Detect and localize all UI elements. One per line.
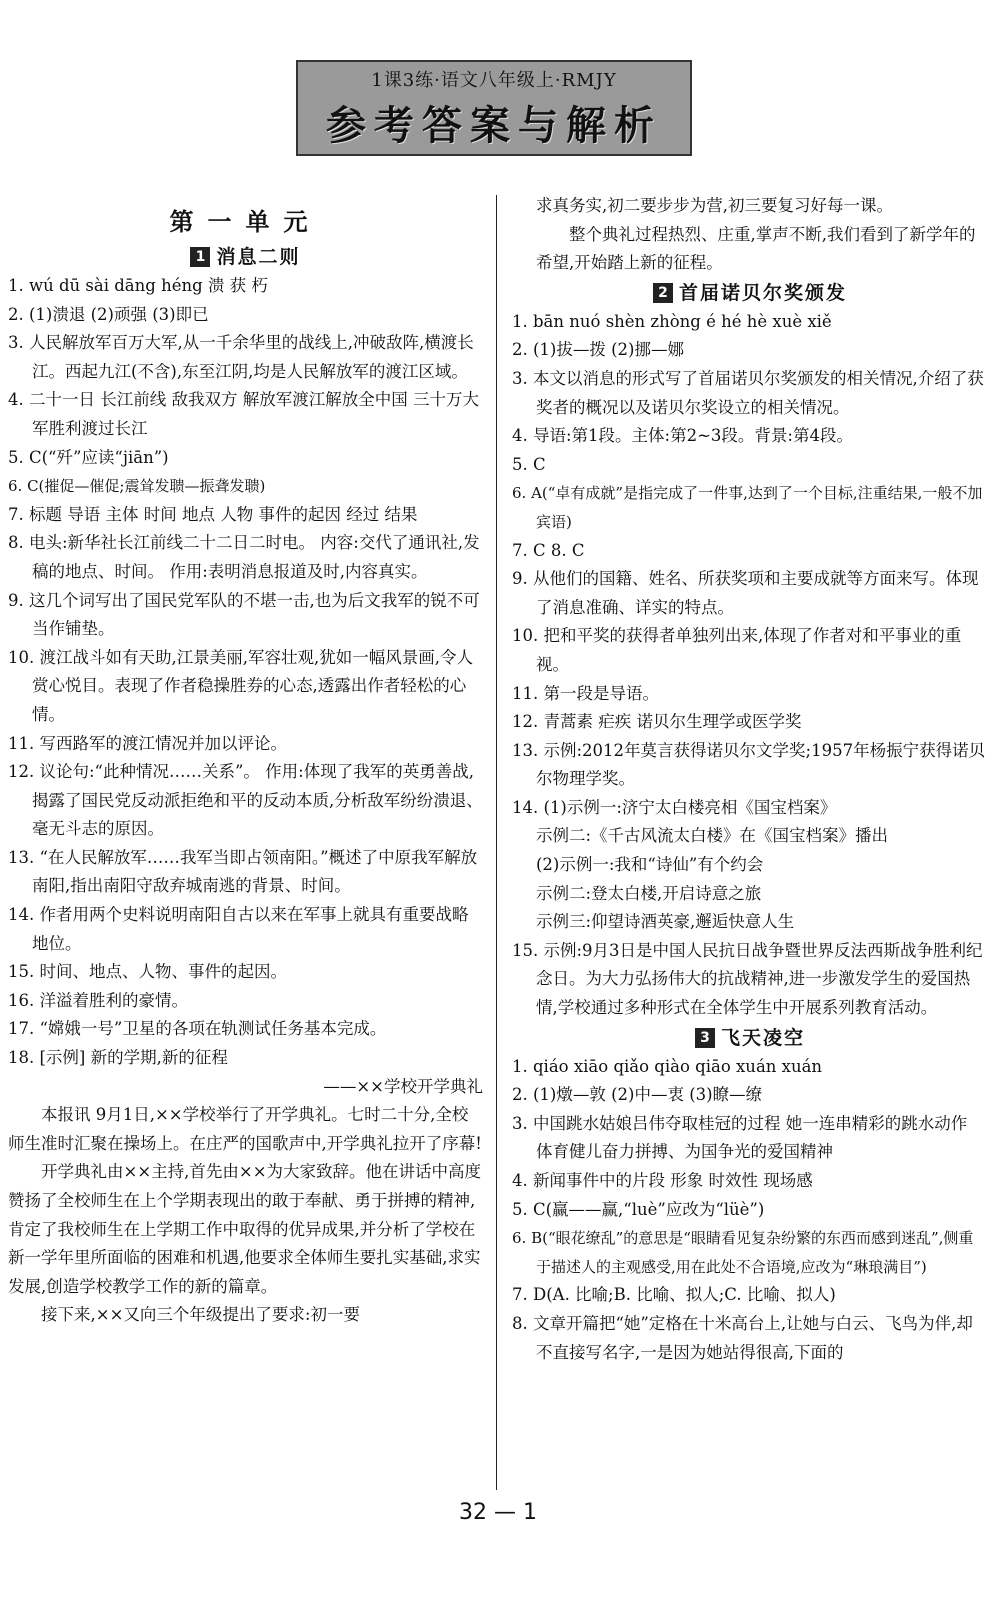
answer-item: 2. (1)溃退 (2)顽强 (3)即已 <box>8 304 209 324</box>
answer-item: 8. 电头:新华社长江前线二十二日二时电。 内容:交代了通讯社,发稿的地点、时间。 作用:表明消息报道及时,内容真实。 <box>8 533 480 581</box>
answer-item: 7. 标题 导语 主体 时间 地点 人物 事件的起因 经过 结果 <box>8 504 418 524</box>
answer-item: 10. 渡江战斗如有天助,江景美丽,军容壮观,犹如一幅风景画,令人赏心悦目。表现了作者稳操胜券的心态,透露出作者轻松的心情。 <box>8 647 473 724</box>
answer-item: 10. 把和平奖的获得者单独列出来,体现了作者对和平事业的重视。 <box>512 626 962 674</box>
section-heading-2 <box>512 278 988 308</box>
answer-item: 11. 写西路军的渡江情况并加以评论。 <box>8 733 287 753</box>
byline: ——××学校开学典礼 <box>323 1076 483 1096</box>
answer-item: 3. 中国跳水姑娘吕伟夺取桂冠的过程 她一连串精彩的跳水动作 体育健儿奋力拼搏、为国争光的爱国精神 <box>512 1113 968 1162</box>
section-number: 1 <box>190 247 210 267</box>
answer-item: 15. 时间、地点、人物、事件的起因。 <box>8 962 287 982</box>
news-paragraph: 接下来,××又向三个年级提出了要求:初一要 <box>41 1305 360 1325</box>
example-line: 示例二:登太白楼,开启诗意之旅 <box>536 883 762 903</box>
header-banner <box>296 60 692 156</box>
page-title: 参考答案与解析 <box>326 102 662 149</box>
section-title: 消息二则 <box>216 246 301 268</box>
section-title: 首届诺贝尔奖颁发 <box>678 281 847 304</box>
page-number: 32 — 1 <box>459 1500 537 1525</box>
answer-item: 4. 新闻事件中的片段 形象 时效性 现场感 <box>512 1171 813 1190</box>
example-line: (2)示例一:我和“诗仙”有个约会 <box>536 855 764 875</box>
answer-item: 17. “嫦娥一号”卫星的各项在轨测试任务基本完成。 <box>8 1019 387 1039</box>
news-paragraph: 整个典礼过程热烈、庄重,掌声不断,我们看到了新学年的希望,开始踏上新的征程。 <box>536 224 976 273</box>
answer-item: 12. 议论句:“此种情况……关系”。 作用:体现了我军的英勇善战,揭露了国民党反动派拒绝和平的反动本质,分析敌军纷纷溃退、毫无斗志的原因。 <box>8 762 483 839</box>
answer-item: 6. B(“眼花缭乱”的意思是“眼睛看见复杂纷繁的东西而感到迷乱”,侧重于描述人的主观感受,用在此处不合语境,应改为“琳琅满目”) <box>512 1229 974 1276</box>
section-number: 2 <box>653 283 673 303</box>
answer-item: 5. C(“歼”应读“jiān”) <box>8 447 169 467</box>
section-heading-3 <box>512 1023 988 1053</box>
answer-item: 7. C 8. C <box>512 540 585 560</box>
continued-text: 求真务实,初二要步步为营,初三要复习好每一课。 <box>536 196 893 215</box>
answer-item: 2. (1)燉—敦 (2)中—衷 (3)瞭—缭 <box>512 1085 763 1105</box>
answer-item: 5. C <box>512 454 546 474</box>
answer-item: 15. 示例:9月3日是中国人民抗日战争暨世界反法西斯战争胜利纪念日。为大力弘扬伟大的抗战精神,进一步激发学生的爱国热情,学校通过多种形式在全体学生中开展系列教育活动。 <box>512 940 983 1018</box>
answer-item: 9. 从他们的国籍、姓名、所获奖项和主要成就等方面来写。体现了消息准确、详实的特点。 <box>512 569 979 617</box>
answer-item: 6. C(摧促—催促;震耸发聩—振聋发聩) <box>8 477 266 496</box>
answer-item: 7. D(A. 比喻;B. 比喻、拟人;C. 比喻、拟人) <box>512 1285 836 1305</box>
answer-item: 3. 人民解放军百万大军,从一千余华里的战线上,冲破敌阵,横渡长江。西起九江(不含),东至江阴,均是人民解放军的渡江区域。 <box>8 333 474 381</box>
answer-item: 14. (1)示例一:济宁太白楼亮相《国宝档案》 <box>512 797 837 817</box>
series-label: 1课3练·语文八年级上·RMJY <box>371 70 617 91</box>
answer-item: 1. wú dū sài dāng héng 溃 获 朽 <box>8 276 268 295</box>
answer-item: 4. 导语:第1段。主体:第2~3段。背景:第4段。 <box>512 426 853 446</box>
news-paragraph: 本报讯 9月1日,××学校举行了开学典礼。七时二十分,全校师生准时汇聚在操场上。在庄严的国歌声中,开学典礼拉开了序幕! <box>8 1105 482 1153</box>
answer-item: 13. “在人民解放军……我军当即占领南阳。”概述了中原我军解放南阳,指出南阳守敌弃城南逃的背景、时间。 <box>8 847 478 896</box>
answer-item: 16. 洋溢着胜利的豪情。 <box>8 990 188 1010</box>
news-paragraph: 开学典礼由××主持,首先由××为大家致辞。他在讲话中高度赞扬了全校师生在上个学期表现出的敢于奉献、勇于拼搏的精神,肯定了我校师生在上学期工作中取得的优异成果,并分析了学校在新一学年里所面临的困难和机遇,他要求全体师生要扎实基础,求实发展,创造学校教学工作的新的篇章。 <box>8 1162 482 1296</box>
answer-item: 13. 示例:2012年莫言获得诺贝尔文学奖;1957年杨振宁获得诺贝尔物理学奖。 <box>512 740 986 789</box>
answer-item: 4. 二十一日 长江前线 敌我双方 解放军渡江解放全中国 三十万大军胜利渡过长江 <box>8 390 479 438</box>
right-column <box>512 192 988 1367</box>
answer-item: 1. qiáo xiāo qiǎo qiào qiāo xuán xuán <box>512 1056 823 1076</box>
section-title: 飞天凌空 <box>720 1026 805 1049</box>
answer-item: 11. 第一段是导语。 <box>512 683 659 703</box>
section-number: 3 <box>695 1028 715 1048</box>
answer-item: 5. C(赢——赢,“luè”应改为“lüè”) <box>512 1199 765 1219</box>
example-line: 示例三:仰望诗酒英豪,邂逅快意人生 <box>536 912 795 932</box>
answer-item: 2. (1)拔—拨 (2)挪—娜 <box>512 340 684 360</box>
unit-title: 第一单元 <box>169 207 322 236</box>
example-line: 示例二:《千古风流太白楼》在《国宝档案》播出 <box>536 826 889 846</box>
answer-item: 9. 这几个词写出了国民党军队的不堪一击,也为后文我军的锐不可当作铺垫。 <box>8 590 480 639</box>
answer-item: 12. 青蒿素 疟疾 诺贝尔生理学或医学奖 <box>512 712 802 732</box>
answer-item: 8. 文章开篇把“她”定格在十米高台上,让她与白云、飞鸟为伴,却不直接写名字,一是因为她站得很高,下面的 <box>512 1313 973 1362</box>
section-heading-1 <box>8 242 483 272</box>
answer-item: 18. [示例] 新的学期,新的征程 <box>8 1048 228 1068</box>
column-divider <box>496 195 497 1490</box>
left-column <box>8 192 483 1330</box>
answer-item: 14. 作者用两个史料说明南阳自古以来在军事上就具有重要战略地位。 <box>8 905 469 953</box>
answer-item: 6. A(“卓有成就”是指完成了一件事,达到了一个目标,注重结果,一般不加宾语) <box>512 484 983 531</box>
answer-item: 1. bān nuó shèn zhòng é hé hè xuè xiě <box>512 311 832 331</box>
answer-item: 3. 本文以消息的形式写了首届诺贝尔奖颁发的相关情况,介绍了获奖者的概况以及诺贝尔奖设立的相关情况。 <box>512 368 984 417</box>
